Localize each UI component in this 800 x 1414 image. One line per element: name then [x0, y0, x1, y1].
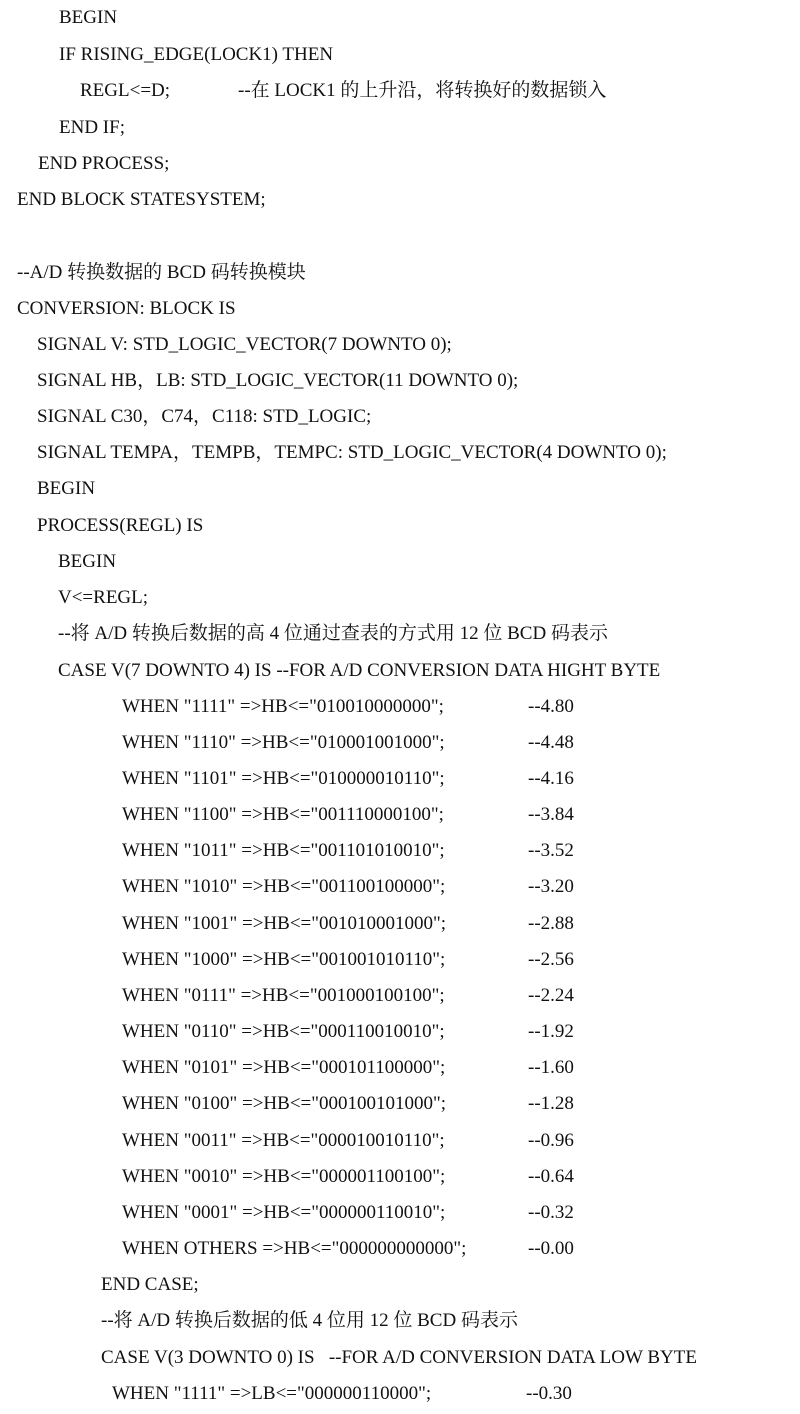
code-line: [122, 1198, 574, 1228]
code-text: WHEN "1101" =>HB<="010000010110";: [122, 768, 445, 789]
code-text: WHEN "0100" =>HB<="000100101000";: [122, 1093, 447, 1114]
code-line: [122, 1053, 574, 1083]
code-line: [122, 872, 574, 902]
code-comment: --4.48: [528, 732, 574, 753]
code-line: [37, 366, 518, 396]
code-text: WHEN "0110" =>HB<="000110010010";: [122, 1021, 445, 1042]
code-comment: --4.80: [528, 696, 574, 717]
code-text: SIGNAL C30，C74，C118: STD_LOGIC;: [37, 406, 372, 427]
code-line: [37, 474, 95, 504]
code-text: BEGIN: [59, 7, 118, 28]
code-line: [122, 836, 574, 866]
code-text: --将 A/D 转换后数据的高 4 位通过查表的方式用 12 位 BCD 码表示: [58, 623, 608, 644]
code-comment: --1.28: [528, 1093, 574, 1114]
code-line: [17, 185, 266, 215]
code-text: WHEN "0101" =>HB<="000101100000";: [122, 1057, 446, 1078]
code-text: PROCESS(REGL) IS: [37, 515, 204, 536]
code-line: [58, 547, 116, 577]
code-text: SIGNAL TEMPA，TEMPB，TEMPC: STD_LOGIC_VECTOR(4 DOWNTO 0);: [37, 442, 667, 463]
code-line: [17, 294, 236, 324]
code-line: [122, 1234, 574, 1264]
code-text: BEGIN: [37, 478, 96, 499]
code-text: WHEN "1001" =>HB<="001010001000";: [122, 913, 447, 934]
code-comment: --2.24: [528, 985, 574, 1006]
code-text: WHEN "1011" =>HB<="001101010010";: [122, 840, 445, 861]
code-text: SIGNAL HB，LB: STD_LOGIC_VECTOR(11 DOWNTO 0);: [37, 370, 519, 391]
code-line: [59, 40, 333, 70]
code-text: END CASE;: [101, 1274, 199, 1295]
code-comment: --3.84: [528, 804, 574, 825]
code-text: V<=REGL;: [58, 587, 149, 608]
code-line: [58, 619, 608, 649]
code-line: [122, 1162, 574, 1192]
code-line: [122, 1126, 574, 1156]
code-comment: --0.32: [528, 1202, 574, 1223]
code-comment: --1.92: [528, 1021, 574, 1042]
code-line: [80, 76, 607, 106]
code-text: WHEN "0001" =>HB<="000000110010";: [122, 1202, 446, 1223]
code-text: WHEN "1100" =>HB<="001110000100";: [122, 804, 444, 825]
code-comment: --0.00: [528, 1238, 574, 1259]
code-text: WHEN "0011" =>HB<="000010010110";: [122, 1130, 445, 1151]
code-line: [101, 1306, 518, 1336]
code-comment: --0.96: [528, 1130, 574, 1151]
code-line: [122, 909, 574, 939]
code-text: WHEN "1111" =>LB<="000000110000";: [112, 1383, 432, 1404]
code-text: WHEN "0111" =>HB<="001000100100";: [122, 985, 445, 1006]
code-text: REGL<=D;: [80, 80, 171, 101]
code-text: WHEN "1000" =>HB<="001001010110";: [122, 949, 446, 970]
code-comment: --2.88: [528, 913, 574, 934]
code-line: [59, 3, 117, 33]
code-line: [122, 764, 574, 794]
code-line: [59, 113, 125, 143]
code-line: [37, 402, 371, 432]
code-text: END BLOCK STATESYSTEM;: [17, 189, 266, 210]
code-text: WHEN "1111" =>HB<="010010000000";: [122, 696, 444, 717]
code-line: [37, 511, 203, 541]
code-line: [37, 330, 452, 360]
code-text: WHEN "1110" =>HB<="010001001000";: [122, 732, 445, 753]
code-text: --A/D 转换数据的 BCD 码转换模块: [17, 262, 306, 283]
code-text: SIGNAL V: STD_LOGIC_VECTOR(7 DOWNTO 0);: [37, 334, 452, 355]
code-line: [122, 800, 574, 830]
code-comment: --4.16: [528, 768, 574, 789]
code-line: [17, 258, 306, 288]
code-line: [112, 1379, 572, 1409]
code-comment: --在 LOCK1 的上升沿，将转换好的数据锁入: [238, 80, 607, 101]
code-line: [122, 981, 574, 1011]
code-line: [58, 656, 660, 686]
code-line: [37, 438, 667, 468]
code-text: WHEN OTHERS =>HB<="000000000000";: [122, 1238, 467, 1259]
code-text: END PROCESS;: [38, 153, 170, 174]
code-line: [122, 692, 574, 722]
code-comment: --2.56: [528, 949, 574, 970]
code-line: [101, 1270, 199, 1300]
code-line: [58, 583, 148, 613]
code-text: WHEN "1010" =>HB<="001100100000";: [122, 876, 446, 897]
code-text: CONVERSION: BLOCK IS: [17, 298, 236, 319]
code-line: [122, 728, 574, 758]
code-comment: --0.30: [526, 1383, 572, 1404]
code-line: [101, 1343, 697, 1373]
code-line: [38, 149, 169, 179]
code-line: [122, 1089, 574, 1119]
code-text: BEGIN: [58, 551, 117, 572]
code-comment: --3.20: [528, 876, 574, 897]
code-comment: --1.60: [528, 1057, 574, 1078]
code-text: CASE V(3 DOWNTO 0) IS --FOR A/D CONVERSION DATA LOW BYTE: [101, 1347, 697, 1368]
code-text: WHEN "0010" =>HB<="000001100100";: [122, 1166, 446, 1187]
code-text: --将 A/D 转换后数据的低 4 位用 12 位 BCD 码表示: [101, 1310, 518, 1331]
code-comment: --0.64: [528, 1166, 574, 1187]
code-comment: --3.52: [528, 840, 574, 861]
code-line: [122, 1017, 574, 1047]
code-text: IF RISING_EDGE(LOCK1) THEN: [59, 44, 334, 65]
code-text: END IF;: [59, 117, 125, 138]
code-line: [122, 945, 574, 975]
code-text: CASE V(7 DOWNTO 4) IS --FOR A/D CONVERSION DATA HIGHT BYTE: [58, 660, 661, 681]
